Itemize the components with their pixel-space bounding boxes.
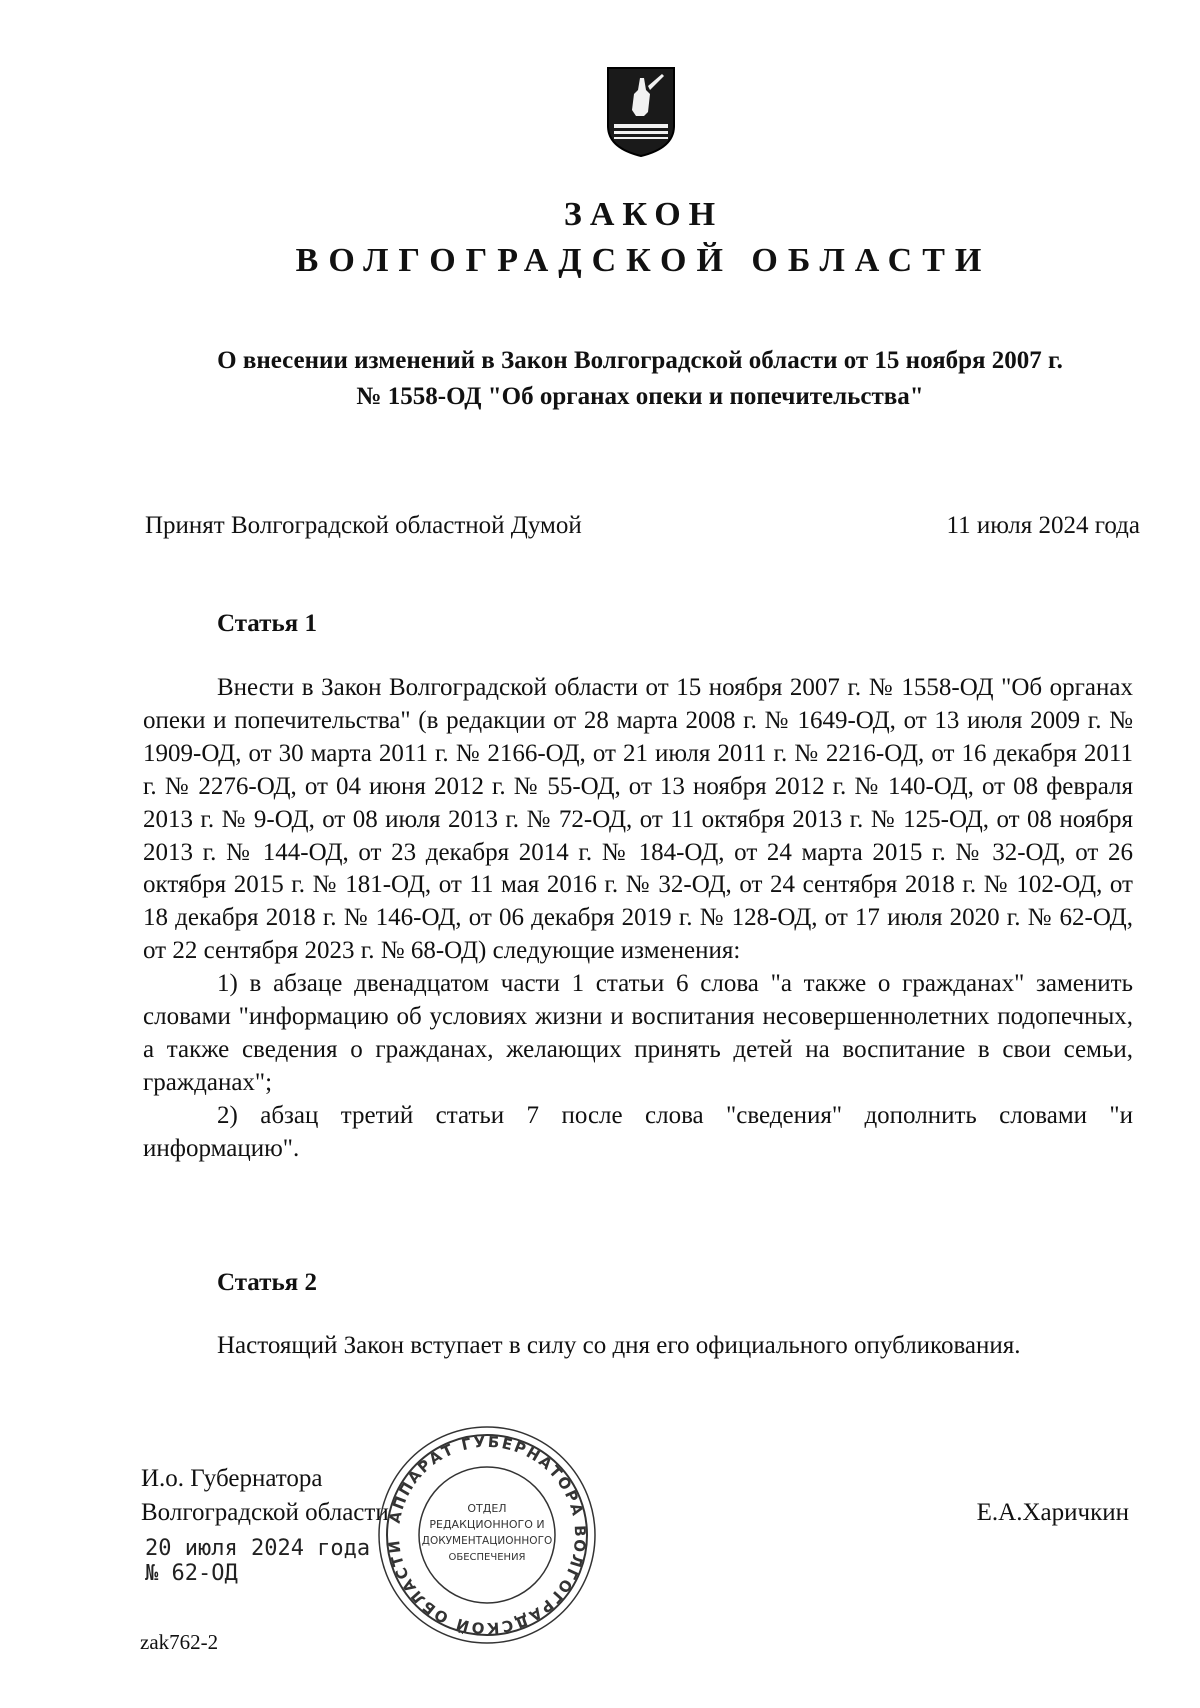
- official-seal-icon: [372, 1420, 602, 1650]
- article1-item2: 2) абзац третий статьи 7 после слова "сведения" дополнить словами "и информацию".: [143, 1101, 1133, 1162]
- article2-body: [143, 1330, 1133, 1363]
- seal-center-line3: ДОКУМЕНТАЦИОННОГО: [421, 1535, 553, 1547]
- seal-center-line4: ОБЕСПЕЧЕНИЯ: [448, 1552, 526, 1563]
- document-subtitle: [140, 343, 1140, 415]
- article2-text: Настоящий Закон вступает в силу со дня его официального опубликования.: [217, 1332, 1021, 1359]
- article1-heading: Статья 1: [217, 610, 317, 637]
- law-number: № 62-ОД: [145, 1561, 238, 1586]
- signatory-position: [141, 1462, 389, 1530]
- title-region: ВОЛГОГРАДСКОЙ ОБЛАСТИ: [295, 242, 992, 279]
- seal-ring-text: АППАРАТ ГУБЕРНАТОРА ВОЛГОГРАДСКОЙ ОБЛАСТИ: [384, 1432, 590, 1638]
- article1-intro: Внести в Закон Волгоградской области от 15 ноября 2007 г. № 1558-ОД "Об органах опеки и попечительства" (в редакции от 28 марта 2008 г. № 1649-ОД, от 13 июля 2009 г. № 1909-ОД, от 30 марта 2011 г. № 2166-ОД, от 21 июля 2011 г. № 2216-ОД, от 16 декабря 2011 г. № 2276-ОД, от 04 июня 2012 г. № 55-ОД, от 13 ноября 2012 г. № 140-ОД, от 08 февраля 2013 г. № 9-ОД, от 08 июля 2013 г. № 72-ОД, от 11 октября 2013 г. № 125-ОД, от 08 ноября 2013 г. № 144-ОД, от 23 декабря 2014 г. № 184-ОД, от 24 марта 2015 г. № 32-ОД, от 26 октября 2015 г. № 181-ОД, от 11 мая 2016 г. № 32-ОД, от 24 сентября 2018 г. № 102-ОД, от 18 декабря 2018 г. № 146-ОД, от 06 декабря 2019 г. № 128-ОД, от 17 июля 2020 г. № 62-ОД, от 22 сентября 2023 г. № 68-ОД) следующие изменения:: [143, 674, 1133, 965]
- article1-item1: 1) в абзаце двенадцатом части 1 статьи 6 слова "а также о гражданах" заменить словами "информацию об условиях жизни и воспитания несовершеннолетних подопечных, а также сведения о гражданах, желающих принять детей на воспитание в свои семьи, гражданах";: [143, 970, 1133, 1096]
- title-law: ЗАКОН: [563, 196, 724, 233]
- signatory-position-line2: Волгоградской области: [141, 1499, 389, 1526]
- signing-date: 20 июля 2024 года: [145, 1536, 371, 1561]
- signing-details: [145, 1536, 370, 1586]
- subtitle-line2: № 1558-ОД "Об органах опеки и попечительства": [356, 383, 924, 410]
- signatory-name: Е.А.Харичкин: [976, 1499, 1129, 1526]
- document-code: zak762-2: [140, 1630, 219, 1654]
- article1-body: [143, 672, 1133, 1166]
- seal-center-line1: ОТДЕЛ: [467, 1502, 507, 1515]
- coat-of-arms-icon: [604, 64, 678, 158]
- subtitle-line1: О внесении изменений в Закон Волгоградской области от 15 ноября 2007 г.: [217, 347, 1063, 374]
- seal-center-line2: РЕДАКЦИОННОГО И: [429, 1518, 545, 1531]
- document-title: [0, 192, 1200, 284]
- adopted-by: Принят Волгоградской областной Думой: [145, 512, 582, 539]
- adopted-date: 11 июля 2024 года: [946, 512, 1140, 539]
- signatory-position-line1: И.о. Губернатора: [141, 1465, 323, 1492]
- article2-heading: Статья 2: [217, 1269, 317, 1296]
